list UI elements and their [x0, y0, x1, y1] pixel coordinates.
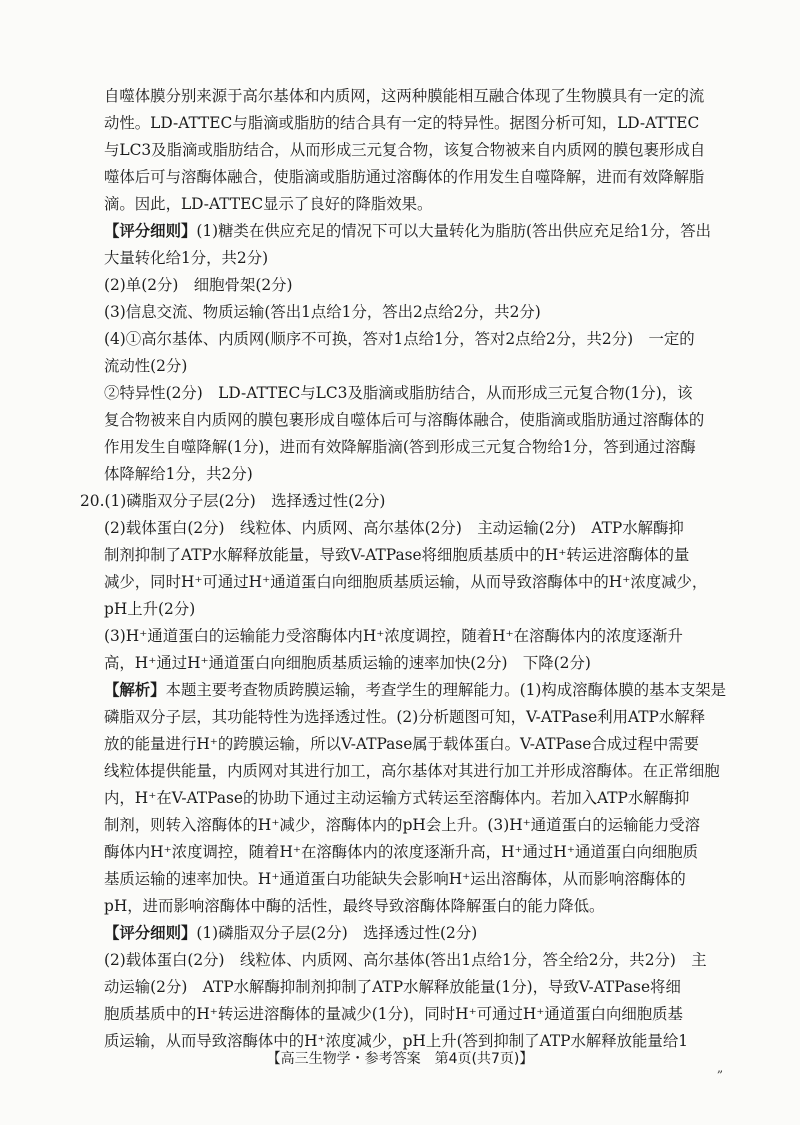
text-line: 放的能量进行H⁺的跨膜运输，所以V-ATPase属于载体蛋白。V-ATPase合成过程中需要: [104, 735, 700, 753]
question-number-line: 20.(1)磷脂双分子层(2分) 选择透过性(2分): [80, 492, 386, 510]
text-line: 滴。因此，LD-ATTEC显示了良好的降脂效果。: [104, 195, 433, 213]
text-line: (4)①高尔基体、内质网(顺序不可换，答对1点给1分，答对2点给2分，共2分) 一定的: [104, 330, 695, 348]
text-line: 动运输(2分) ATP水解酶抑制剂抑制了ATP水解释放能量(1分)，导致V-ATPase将细: [104, 978, 681, 996]
text-line: (2)载体蛋白(2分) 线粒体、内质网、高尔基体(答出1点给1分，答全给2分，共2分) 主: [104, 951, 707, 969]
text-line: 磷脂双分子层，其功能特性为选择透过性。(2)分析题图可知，V-ATPase利用ATP水解释: [104, 708, 706, 726]
text-line: 体降解给1分，共2分): [104, 465, 253, 483]
scoring-heading-line: 【评分细则】(1)磷脂双分子层(2分) 选择透过性(2分): [104, 924, 478, 942]
text-line: 大量转化给1分，共2分): [104, 249, 269, 267]
text-line: pH，进而影响溶酶体中酶的活性，最终导致溶酶体降解蛋白的能力降低。: [104, 897, 605, 915]
text-line: 内，H⁺在V-ATPase的协助下通过主动运输方式转运至溶酶体内。若加入ATP水解酶抑: [104, 789, 690, 807]
text-line: 复合物被来自内质网的膜包裹形成自噬体后可与溶酶体融合，使脂滴或脂肪通过溶酶体的: [104, 411, 705, 429]
text-line: 流动性(2分): [104, 357, 188, 375]
text-line: 制剂，则转入溶酶体的H⁺减少，溶酶体内的pH会上升。(3)H⁺通道蛋白的运输能力受溶: [104, 816, 701, 834]
text-line: 高，H⁺通过H⁺通道蛋白向细胞质基质运输的速率加快(2分) 下降(2分): [104, 654, 591, 672]
text-line: 制剂抑制了ATP水解释放能量，导致V-ATPase将细胞质基质中的H⁺转运进溶酶体的量: [104, 546, 690, 564]
text-line: 噬体后可与溶酶体融合，使脂滴或脂肪通过溶酶体的作用发生自噬降解，进而有效降解脂: [104, 168, 705, 186]
text-line: (3)信息交流、物质运输(答出1点给1分，答出2点给2分，共2分): [104, 303, 541, 321]
text-line: 酶体内H⁺浓度调控，随着H⁺在溶酶体内的浓度逐渐升高，H⁺通过H⁺通道蛋白向细胞质: [104, 843, 699, 861]
text-line: 作用发生自噬降解(1分)，进而有效降解脂滴(答到形成三元复合物给1分，答到通过溶酶: [104, 438, 696, 456]
text-line: 胞质基质中的H⁺转运进溶酶体的量减少(1分)，同时H⁺可通过H⁺通道蛋白向细胞质基: [104, 1005, 683, 1023]
text-line: (3)H⁺通道蛋白的运输能力受溶酶体内H⁺浓度调控，随着H⁺在溶酶体内的浓度逐渐升: [104, 627, 683, 645]
text-line: (2)单(2分) 细胞骨架(2分): [104, 276, 293, 294]
text-line: 自噬体膜分别来源于高尔基体和内质网，这两种膜能相互融合体现了生物膜具有一定的流: [104, 87, 705, 105]
text-line: 动性。LD-ATTEC与脂滴或脂肪的结合具有一定的特异性。据图分析可知，LD-ATTEC: [104, 114, 700, 132]
analysis-heading-line: 【解析】本题主要考查物质跨膜运输，考查学生的理解能力。(1)构成溶酶体膜的基本支架是: [104, 681, 727, 699]
text-line: pH上升(2分): [104, 600, 196, 618]
text-line: 与LC3及脂滴或脂肪结合，从而形成三元复合物，该复合物被来自内质网的膜包裹形成自: [104, 141, 706, 159]
text-line: (2)载体蛋白(2分) 线粒体、内质网、高尔基体(2分) 主动运输(2分) ATP水解酶抑: [104, 519, 684, 537]
text-line: 减少，同时H⁺可通过H⁺通道蛋白向细胞质基质运输，从而导致溶酶体中的H⁺浓度减少，: [104, 573, 708, 591]
scoring-heading-line: 【评分细则】(1)糖类在供应充足的情况下可以大量转化为脂肪(答出供应充足给1分，答出: [104, 222, 712, 240]
text-line: 质运输，从而导致溶酶体中的H⁺浓度减少，pH上升(答到抑制了ATP水解释放能量给1: [104, 1032, 689, 1050]
corner-mark: „: [717, 1061, 724, 1075]
text-line: ②特异性(2分) LD-ATTEC与LC3及脂滴或脂肪结合，从而形成三元复合物(1分)，该: [104, 384, 693, 402]
page-footer: 【高三生物学・参考答案 第4页(共7页)】: [266, 1051, 534, 1067]
text-line: 基质运输的速率加快。H⁺通道蛋白功能缺失会影响H⁺运出溶酶体，从而影响溶酶体的: [104, 870, 686, 888]
text-line: 线粒体提供能量，内质网对其进行加工，高尔基体对其进行加工并形成溶酶体。在正常细胞: [104, 762, 720, 780]
